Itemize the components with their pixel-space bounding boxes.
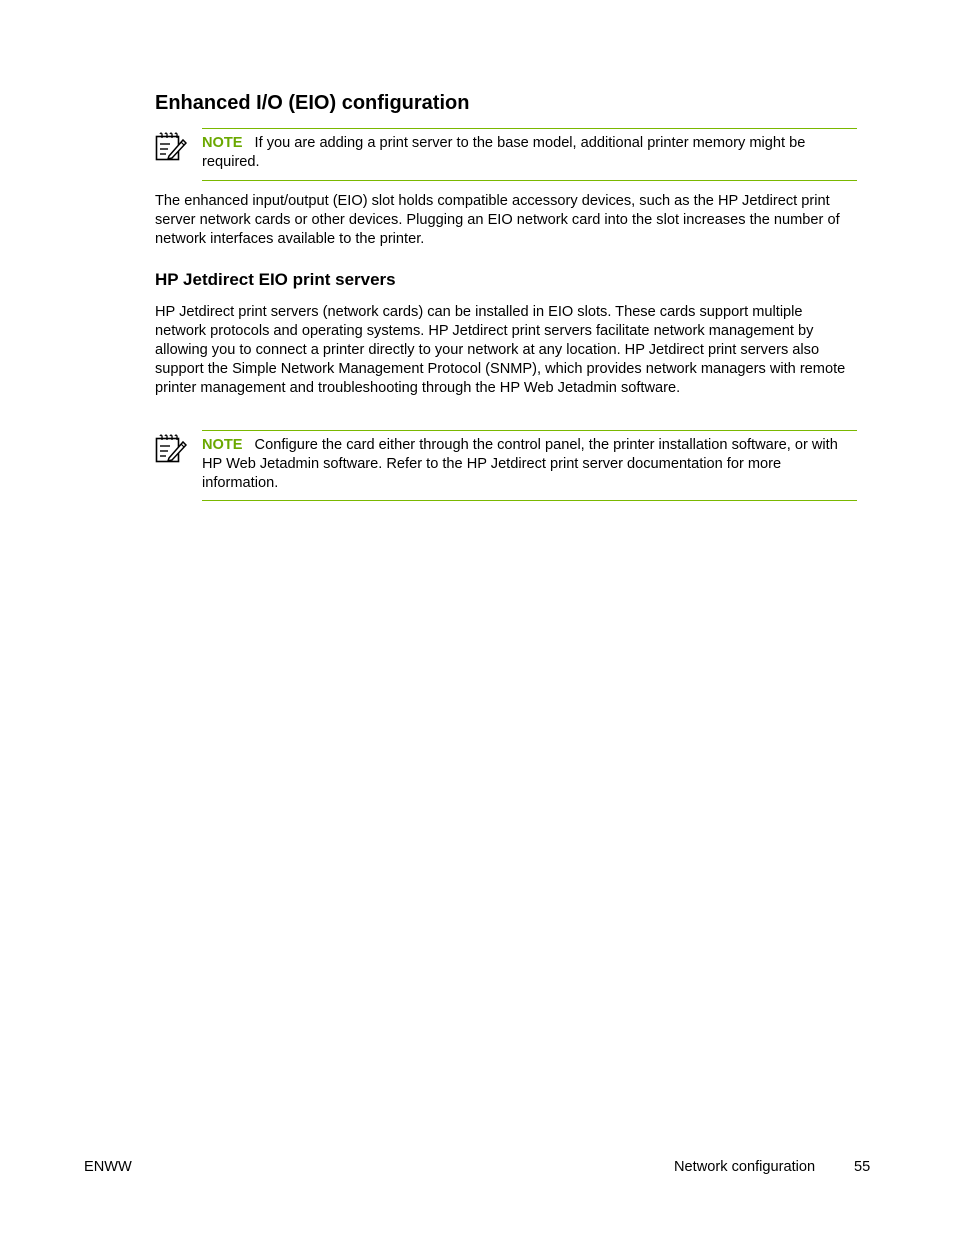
- footer-section-title: Network configuration: [674, 1159, 816, 1175]
- footer-label: ENWW: [84, 1159, 132, 1175]
- note-box: [202, 430, 857, 501]
- note-paragraph: [202, 431, 857, 493]
- note-label: NOTE: [202, 135, 243, 151]
- note-icon: [155, 131, 187, 161]
- note-box: [202, 128, 857, 181]
- note-text: If you are adding a print server to the base model, additional printer memory might be required.: [202, 135, 806, 170]
- body-paragraph: HP Jetdirect print servers (network cards) can be installed in EIO slots. These cards support multiple network protocols and operating systems. HP Jetdirect print servers facilitate network management by allowing you to connect a printer directly to your network at any location. HP Jetdirect print servers also support the Simple Network Management Protocol (SNMP), which provides network managers with remote printer management and troubleshooting through the HP Web Jetadmin software.: [155, 304, 846, 396]
- page-title: Enhanced I/O (EIO) configuration: [155, 92, 470, 114]
- subsection-title: HP Jetdirect EIO print servers: [155, 270, 396, 289]
- note-text: Configure the card either through the control panel, the printer installation software, or with HP Web Jetadmin software. Refer to the HP Jetdirect print server documentation for more information.: [202, 437, 838, 491]
- note-icon: [155, 433, 187, 463]
- note-paragraph: [202, 129, 857, 172]
- page-number: 55: [854, 1159, 871, 1175]
- note-label: NOTE: [202, 437, 243, 453]
- intro-paragraph: The enhanced input/output (EIO) slot holds compatible accessory devices, such as the HP Jetdirect print server network cards or other devices. Plugging an EIO network card into the slot increases the number of network interfaces available to the printer.: [155, 193, 840, 247]
